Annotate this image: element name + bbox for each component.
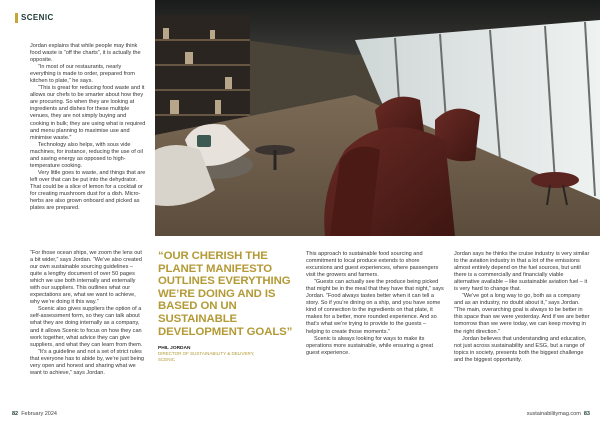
page-number: 83 <box>583 411 590 417</box>
lounge-photo <box>155 0 600 236</box>
footer-left <box>12 411 57 417</box>
quote-author-role <box>158 351 294 362</box>
paragraph: Technology also helps, with sous vide machines, for instance, reducing the use of oil and saving energy as opposed to high-temperature cooking. <box>30 141 143 169</box>
footer-right <box>527 411 590 417</box>
paragraph: Jordan says he thinks the cruise industry is very similar to the aviation industry in that a lot of the emissions almost entirely depend on the fuel sources, but until there is a commercially and financially viable alternative available – like sustainable aviation fuel – it is very hard to change that. <box>454 251 590 293</box>
article-column-2 <box>30 250 146 377</box>
paragraph: Very little goes to waste, and things that are left over that can be put into the dehydrator. That could be a slice of lemon for a cocktail or for creating mushroom dust for a dish. Micro-herbs are also grown onboard and picked as plates are prepared. <box>30 169 146 212</box>
page-number: 82 <box>12 411 19 417</box>
issue-date: February 2024 <box>21 411 57 417</box>
paragraph: Jordan explains that while people may think food waste is “off the charts”, it is actually the opposite. <box>30 43 141 64</box>
pull-quote-text: “OUR CHERISH THE PLANET MANIFESTO OUTLINES EVERYTHING WE’RE DOING AND IS BASED ON UN SUSTAINABLE DEVELOPMENT GOALS” <box>158 250 293 338</box>
paragraph: Scenic also gives suppliers the option of a self-assessment form, so they can talk about what they are doing internally as a company, and it allows Scenic to focus on how they can work together, what advice they can give suppliers, and what they can learn from them. <box>30 306 143 348</box>
quote-role-line: SCENIC <box>158 356 176 362</box>
paragraph: “In most of our restaurants, nearly everything is made to order, prepared from kitchen to plate,” he says. <box>30 64 135 85</box>
paragraph: “It’s a guideline and not a set of strict rules that everyone has to abide by, we’re just being very open and honest and sharing what we want to achieve,” says Jordan. <box>30 348 144 376</box>
section-label: SCENIC <box>21 13 54 22</box>
article-column-1 <box>30 43 146 212</box>
article-column-3 <box>306 251 444 357</box>
paragraph: Jordan believes that understanding and education, not just across sustainability and ESG, but a range of topics in society, presents both the biggest challenge and the biggest opportunity. <box>454 335 587 363</box>
section-tag <box>11 11 58 25</box>
pull-quote <box>158 250 294 362</box>
paragraph: This approach to sustainable food sourcing and commitment to local produce extends to shore excursions and guest experiences, where passengers visit the growers and farmers. <box>306 251 439 279</box>
paragraph: Scenic is always looking for ways to make its operations more sustainable, while ensuring a great guest experience. <box>306 335 434 356</box>
paragraph: “Guests can actually see the produce being picked that might be in the meal that they have that night,” says Jordan. “Food always tastes better when it can tell a story. So if you’re dining on a ship, and you have some kind of connection to the ingredients on that plate, it makes for a better, more rounded experience. And so that’s what we’re trying to provide to the guests – helping to create those moments.” <box>306 279 444 335</box>
paragraph: “This is great for reducing food waste and it allows our chefs to be smarter about how they are procuring. So when they are looking at ingredients and dishes for these multiple venues, they are not simply buying and cooking in bulk; they are using what is required and menu planning to maximise use and minimise waste.” <box>30 85 146 141</box>
quote-author: PHIL JORDAN <box>158 346 191 352</box>
article-column-4 <box>454 251 590 364</box>
site-name: sustainabilitymag.com <box>526 411 581 417</box>
quote-role-line: DIRECTOR OF SUSTAINABILITY & DELIVERY, <box>158 351 255 357</box>
section-tag-marker <box>15 13 18 23</box>
paragraph: “For those ocean ships, we zoom the lens out a bit wider,” says Jordan. “We’ve also created our own sustainable sourcing guidelines – quite a lengthy document of over 50 pages which we use both internally and externally with our suppliers. This outlines what our expectations are, what we want to achieve, why we’re doing it this way.” <box>30 250 142 306</box>
paragraph: “We’ve got a long way to go, both as a company and as an industry, no doubt about it,” says Jordan. “The main, overarching goal is always to be better in this space than we were yesterday. And if we are better tomorrow than we were today, we can keep moving in the right direction.” <box>454 293 590 335</box>
